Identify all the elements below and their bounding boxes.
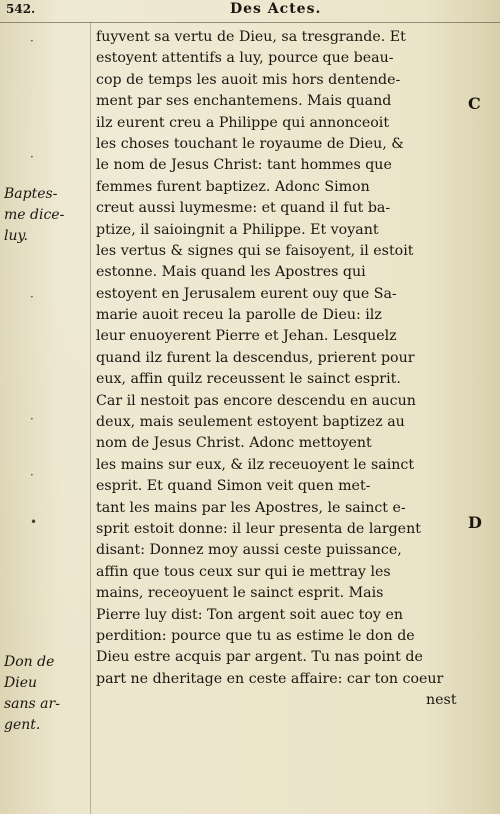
text-line: fuyvent sa vertu de Dieu, sa tresgrande. Et [96, 29, 406, 45]
margin-note-line: gent. [4, 717, 41, 733]
margin-note-baptism [4, 184, 88, 247]
text-line: estonne. Mais quand les Apostres qui [96, 264, 366, 281]
text-line: deux, mais seulement estoyent baptizez au [96, 414, 405, 431]
margin-note-line: me dice- [4, 207, 65, 223]
text-line: femmes furent baptizez. Adonc Simon [96, 178, 370, 195]
margin-dot: · [30, 34, 34, 48]
text-line: eux, affin quilz receussent le sainct esprit. [96, 371, 401, 388]
text-line: disant: Donnez moy aussi ceste puissance, [96, 542, 402, 559]
text-line: perdition: pource que tu as estime le don de [96, 627, 415, 644]
margin-note-line: sans ar- [4, 696, 60, 712]
margin-note-gift [4, 652, 88, 736]
text-line: le nom de Jesus Christ: tant hommes que [96, 157, 392, 174]
text-line: les mains sur eux, & ilz receuoyent le sainct [96, 456, 415, 473]
margin-dot: · [30, 412, 34, 426]
page-header [0, 0, 500, 20]
folio-number: 542. [6, 2, 36, 16]
text-line: part ne dheritage en ceste affaire: car ton coeur [96, 670, 444, 687]
text-line: ptize, il saioingnit a Philippe. Et voyant [96, 221, 379, 238]
margin-note-line: Dieu [4, 675, 38, 691]
main-text-column [96, 27, 462, 712]
section-mark: D [468, 513, 482, 532]
text-line: nom de Jesus Christ. Adonc mettoyent [96, 435, 372, 452]
margin-dot: · [30, 468, 34, 482]
text-line: Car il nestoit pas encore descendu en aucun [96, 392, 416, 409]
text-line: tant les mains par les Apostres, le sainct e- [96, 499, 406, 516]
text-line: les vertus & signes qui se faisoyent, il estoit [96, 242, 414, 259]
margin-dot: · [30, 150, 34, 164]
text-line: ilz eurent creu a Philippe qui annonceoit [96, 114, 390, 131]
text-line: esprit. Et quand Simon veit quen met- [96, 478, 371, 495]
text-line: estoyent attentifs a luy, pource que beau- [96, 50, 394, 67]
margin-dot: • [30, 515, 38, 529]
text-line: mains, receoyuent le sainct esprit. Mais [96, 585, 384, 602]
text-line: ment par ses enchantemens. Mais quand [96, 93, 392, 110]
text-line: Pierre luy dist: Ton argent soit auec toy en [96, 606, 403, 623]
margin-note-line: Don de [4, 654, 55, 670]
text-line: leur enuoyerent Pierre et Jehan. Lesquelz [96, 328, 397, 345]
running-title: Des Actes. [230, 1, 322, 17]
text-line: creut aussi luymesme: et quand il fut ba- [96, 200, 391, 217]
text-line: cop de temps les auoit mis hors dentende- [96, 71, 401, 88]
margin-dot: · [30, 290, 34, 304]
text-line: Dieu estre acquis par argent. Tu nas point de [96, 649, 423, 666]
margin-note-line: luy. [4, 228, 28, 244]
text-line: estoyent en Jerusalem eurent ouy que Sa- [96, 285, 397, 302]
text-line: les choses touchant le royaume de Dieu, & [96, 135, 404, 152]
section-mark: C [468, 94, 481, 113]
margin-rule [90, 22, 91, 814]
header-rule [0, 22, 500, 23]
text-line: affin que tous ceux sur qui ie mettray les [96, 563, 391, 580]
catchword: nest [426, 692, 457, 709]
margin-note-line: Baptes- [4, 186, 58, 202]
text-line: quand ilz furent la descendus, prierent pour [96, 349, 415, 366]
text-line: marie auoit receu la parolle de Dieu: ilz [96, 307, 382, 324]
text-line: sprit estoit donne: il leur presenta de largent [96, 520, 421, 537]
